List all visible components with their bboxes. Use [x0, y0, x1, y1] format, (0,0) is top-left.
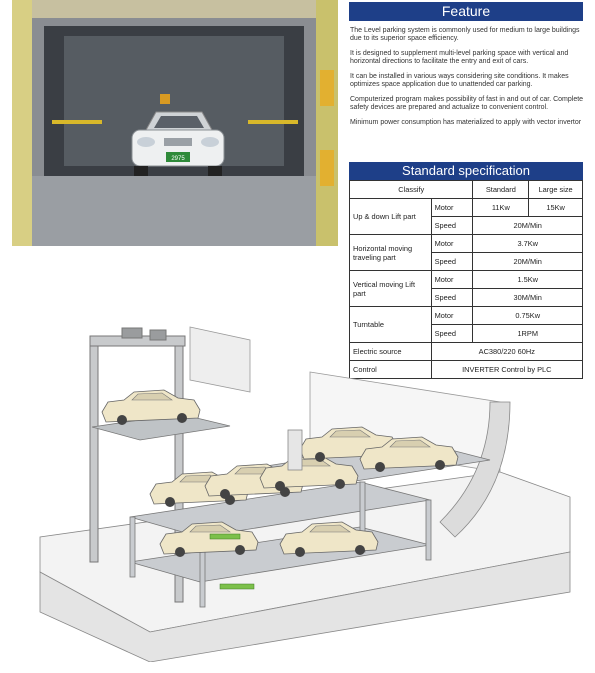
lift-floor	[32, 176, 316, 246]
feature-paragraph: It is designed to supplement multi-level parking space with vertical and horizontal directions to facilitate the entry and exit of cars.	[350, 50, 569, 65]
updown-label: Up & down Lift part	[350, 199, 432, 235]
left-pillar	[12, 0, 32, 246]
updown-motor-standard: 11Kw	[473, 199, 529, 217]
vertical-speed-label: Speed	[431, 289, 473, 307]
updown-motor-large: 15Kw	[529, 199, 583, 217]
safety-rail-right	[248, 120, 298, 124]
electric-label: Electric source	[350, 343, 432, 361]
feature-paragraph: It can be installed in various ways considering site conditions. It makes optimizes space application due to unattended car parking.	[350, 73, 569, 88]
machine-room-wall	[190, 327, 250, 392]
feature-paragraph: Computerized program makes possibility of fast in and out of car. Complete safety devices are prepared and actualize to convenient control.	[350, 96, 584, 111]
right-pillar	[316, 0, 338, 246]
electric-value: AC380/220 60Hz	[431, 343, 582, 361]
horizontal-speed-label: Speed	[431, 253, 473, 271]
horizontal-speed-value: 20M/Min	[473, 253, 583, 271]
turntable-motor-label: Motor	[431, 307, 473, 325]
table-row	[350, 199, 583, 217]
spec-heading: Standard specification	[349, 162, 583, 180]
header-large: Large size	[529, 181, 583, 199]
feature-paragraph: The Level parking system is commonly used for medium to large buildings due to its superior space efficiency.	[350, 27, 580, 42]
car-upper-lift	[102, 390, 200, 425]
parking-lift-photo	[12, 0, 338, 246]
vertical-motor-label: Motor	[431, 271, 473, 289]
control-label: Control	[350, 361, 432, 379]
horizontal-motor-label: Motor	[431, 235, 473, 253]
turntable-label: Turntable	[350, 307, 432, 343]
parking-system-diagram	[30, 322, 575, 662]
support-column	[288, 430, 302, 470]
header-classify: Classify	[350, 181, 473, 199]
feature-heading: Feature	[349, 2, 583, 21]
rack-column	[130, 517, 135, 577]
updown-motor-label: Motor	[431, 199, 473, 217]
vertical-label: Vertical moving Lift part	[350, 271, 432, 307]
transfer-carriage	[220, 584, 254, 589]
car-photo-illustration	[124, 94, 232, 178]
table-row	[350, 271, 583, 289]
rack-column	[426, 500, 431, 560]
control-value: INVERTER Control by PLC	[431, 361, 582, 379]
turntable-motor-value: 0.75Kw	[473, 307, 583, 325]
safety-rail-left	[52, 120, 102, 124]
feature-text	[350, 27, 584, 134]
vertical-motor-value: 1.5Kw	[473, 271, 583, 289]
license-plate-text: 2975	[171, 156, 185, 162]
header-standard: Standard	[473, 181, 529, 199]
transfer-carriage	[210, 534, 240, 539]
door-header	[32, 0, 316, 18]
updown-speed-label: Speed	[431, 217, 473, 235]
table-row	[350, 235, 583, 253]
horizontal-label: Horizontal moving traveling part	[350, 235, 432, 271]
vertical-speed-value: 30M/Min	[473, 289, 583, 307]
table-row	[350, 181, 583, 199]
horizontal-motor-value: 3.7Kw	[473, 235, 583, 253]
turntable-speed-value: 1RPM	[473, 325, 583, 343]
updown-speed-value: 20M/Min	[473, 217, 583, 235]
feature-paragraph: Minimum power consumption has materialized to apply with vector invertor	[350, 119, 582, 126]
turntable-speed-label: Speed	[431, 325, 473, 343]
